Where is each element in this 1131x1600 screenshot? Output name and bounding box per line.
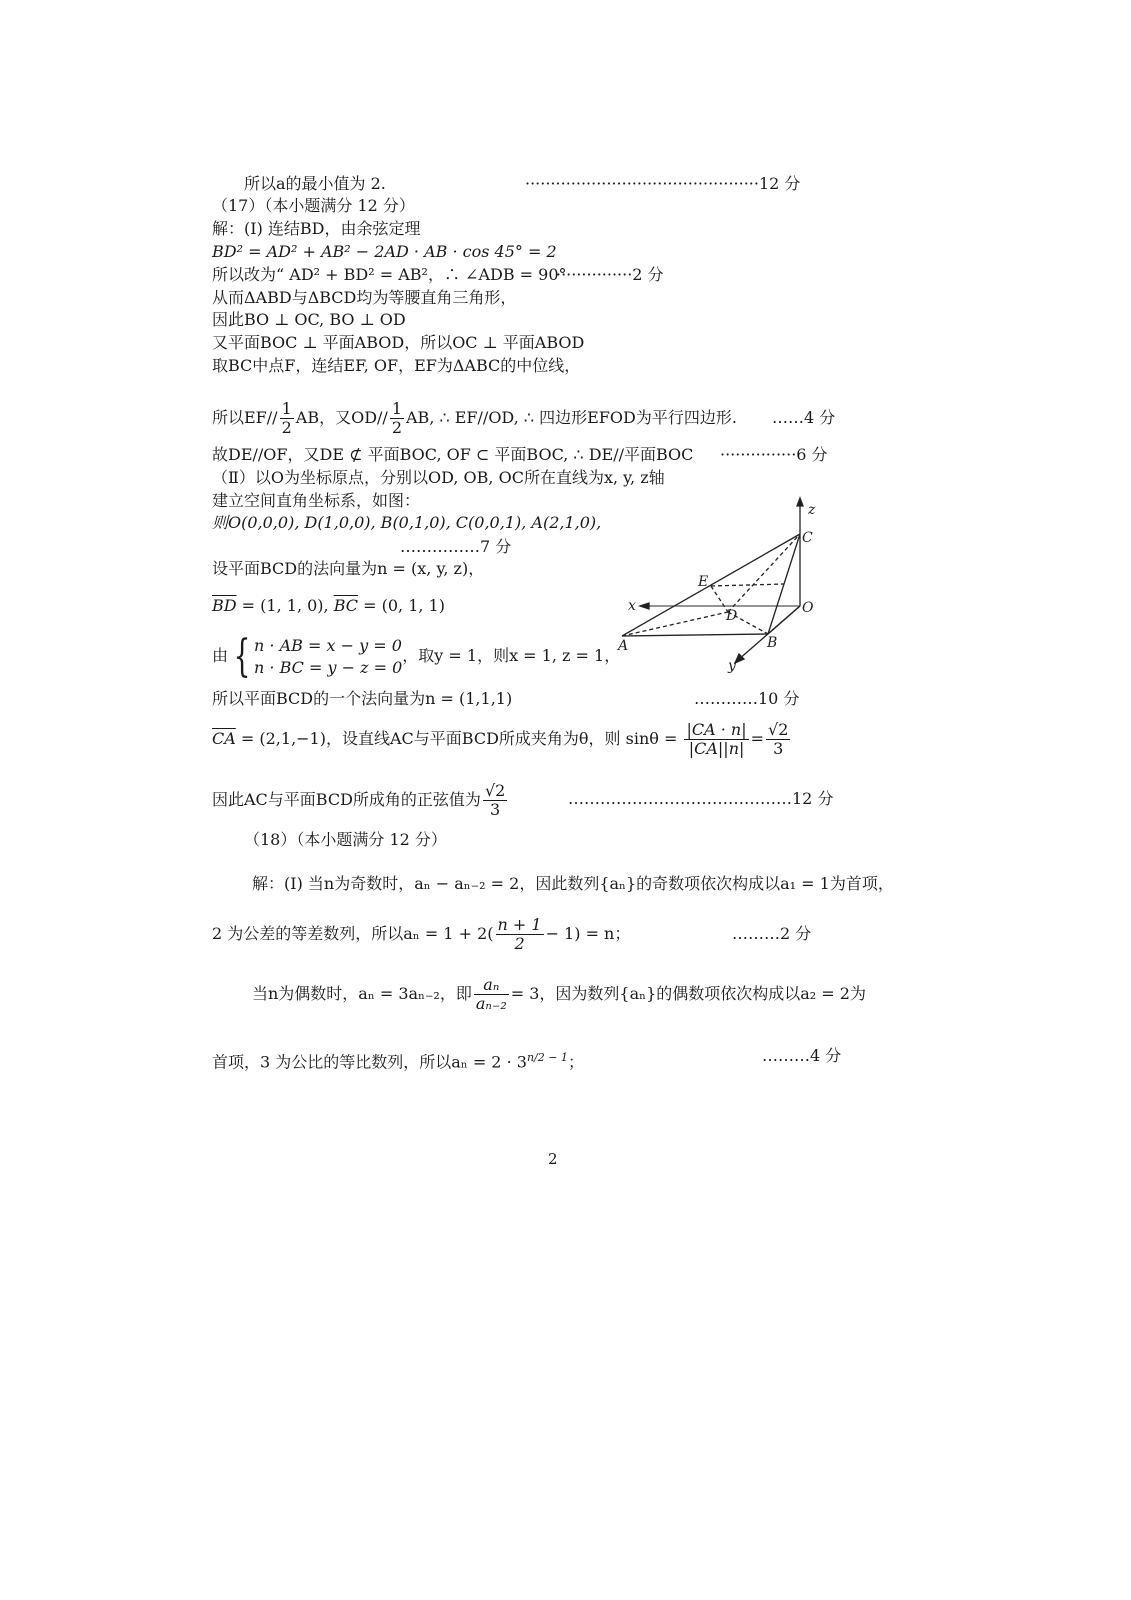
pyramid-figure xyxy=(618,494,832,674)
line-min-value: 所以a的最小值为 2. xyxy=(244,174,386,193)
label-A: A xyxy=(618,638,629,654)
label-z: z xyxy=(808,502,816,518)
arithmetic-line: 2 为公差的等差数列，所以aₙ = 1 + 2( $\frac{n + 1}{2}$ − 1) = n； xyxy=(212,915,631,953)
coordinate-system-line: （Ⅱ）以O为坐标原点，分别以OD, OB, OC所在直线为x, y, z轴 xyxy=(212,468,665,487)
edge-AC xyxy=(622,534,800,636)
parallel-plane-line: 故DE//OF，又DE ⊄ 平面BOC, OF ⊂ 平面BOC, ∴ DE//平面BOC xyxy=(212,445,694,464)
score-6: ···············6 分 xyxy=(720,445,828,464)
score-2: ···············2 分 xyxy=(556,265,664,284)
label-y: y xyxy=(728,658,736,674)
odd-terms-line: 解：(I) 当n为奇数时，aₙ − aₙ₋₂ = 2，因此数列{aₙ}的奇数项依次构成以a₁ = 1为首项， xyxy=(252,874,894,893)
even-terms-line: 当n为偶数时，aₙ = 3aₙ₋₂，即 $\frac{\text{aₙ}}{\text{aₙ₋₂}}$ = 3，因为数列{aₙ}的偶数项依次构成以a₂ = 2为 xyxy=(252,975,866,1013)
normal-vector-setup: 设平面BCD的法向量为n = (x, y, z)， xyxy=(212,559,485,578)
equation-system: n · AB = x − y = 0 n · BC = y − z = 0 xyxy=(254,635,403,677)
plane-perpendicular-line: 又平面BOC ⊥ 平面ABOD，所以OC ⊥ 平面ABOD xyxy=(212,333,585,352)
score-12: ··············································12 分 xyxy=(525,174,801,193)
sine-formula-line: $\overline{CA} = (2,1,-1)$，设直线AC与平面BCD所成夹角为θ，则 sinθ = $\frac{|CA \cdot n|}{|CA||n|}$ = $\frac{√2}{3}$ xyxy=(212,720,789,758)
score-12b: ……………………………………12 分 xyxy=(568,789,834,808)
coordinates-line: 则O(0,0,0), D(1,0,0), B(0,1,0), C(0,0,1), A(2,1,0), xyxy=(212,513,602,532)
edge-AB xyxy=(622,634,768,636)
label-D: D xyxy=(726,608,738,624)
cosine-law-line: BD² = AD² + AB² − 2AD · AB · cos 45° = 2 xyxy=(212,242,557,261)
score-10: …………10 分 xyxy=(694,689,800,708)
score-4b: ………4 分 xyxy=(762,1046,842,1065)
z-axis-arrow xyxy=(797,498,803,506)
sine-fraction: $\frac{|CA \cdot n|}{|CA||n|}$ xyxy=(686,720,747,758)
score-7: ……………7 分 xyxy=(400,537,512,556)
score-2b: ………2 分 xyxy=(732,924,812,943)
fraction-half-1: $\frac{1}{2}$ xyxy=(281,399,292,437)
page-number: 2 xyxy=(548,1150,558,1168)
x-axis-arrow xyxy=(640,603,649,609)
conclusion-line: 因此AC与平面BCD所成角的正弦值为 $\frac{√2}{3}$ xyxy=(212,781,506,819)
ratio-fraction: $\frac{\text{aₙ}}{\text{aₙ₋₂}}$ xyxy=(475,975,507,1013)
equation-system-line: 由 { n · AB = x − y = 0 n · BC = y − z = 0 ，取y = 1，则x = 1, z = 1， xyxy=(212,630,621,682)
perpendicular-line: 因此BO ⊥ OC, BO ⊥ OD xyxy=(212,310,406,329)
question-18-header: （18）（本小题满分 12 分） xyxy=(244,830,447,849)
fraction-n-plus-1: $\frac{n + 1}{2}$ xyxy=(497,915,542,953)
edge-DC xyxy=(728,534,800,612)
label-x: x xyxy=(628,598,636,614)
label-C: C xyxy=(802,530,813,546)
edge-EF xyxy=(711,584,784,586)
vectors-bd-bc: $\overline{BD} = (1$, 1, 0), $\overline{BC} = (0$, 1, 1) xyxy=(212,596,445,615)
question-17-header: （17）（本小题满分 12 分） xyxy=(212,196,415,215)
fraction-half-2: $\frac{1}{2}$ xyxy=(391,399,402,437)
solution-line: 解：(Ⅰ) 连结BD，由余弦定理 xyxy=(212,219,421,238)
pythagoras-line: 所以改为“ AD² + BD² = AB²，∴ ∠ADB = 90° xyxy=(212,265,567,284)
edge-AD xyxy=(622,612,728,636)
label-B: B xyxy=(767,635,778,651)
isosceles-line: 从而ΔABD与ΔBCD均为等腰直角三角形， xyxy=(212,288,517,307)
score-4: ……4 分 xyxy=(772,408,836,427)
build-system-line: 建立空间直角坐标系，如图： xyxy=(212,491,421,510)
normal-vector-result: 所以平面BCD的一个法向量为n = (1,1,1) xyxy=(212,689,513,708)
sqrt2-over-3-b: $\frac{√2}{3}$ xyxy=(484,781,506,819)
geometric-line: 首项，3 为公比的等比数列，所以$a_n = 2 \cdot 3^{n/2 - 1}$； xyxy=(212,1051,584,1072)
midpoint-line: 取BC中点F，连结EF, OF，EF为ΔABC的中位线， xyxy=(212,356,581,375)
label-O: O xyxy=(802,600,814,616)
parallelogram-line: 所以EF// $\frac{1}{2}$ AB，又OD// $\frac{1}{2}$ AB, ∴ EF//OD, ∴ 四边形EFOD为平行四边形. xyxy=(212,399,737,437)
sqrt2-over-3-a: $\frac{√2}{3}$ xyxy=(768,720,789,758)
label-E: E xyxy=(698,574,709,590)
left-brace: { xyxy=(233,630,251,682)
